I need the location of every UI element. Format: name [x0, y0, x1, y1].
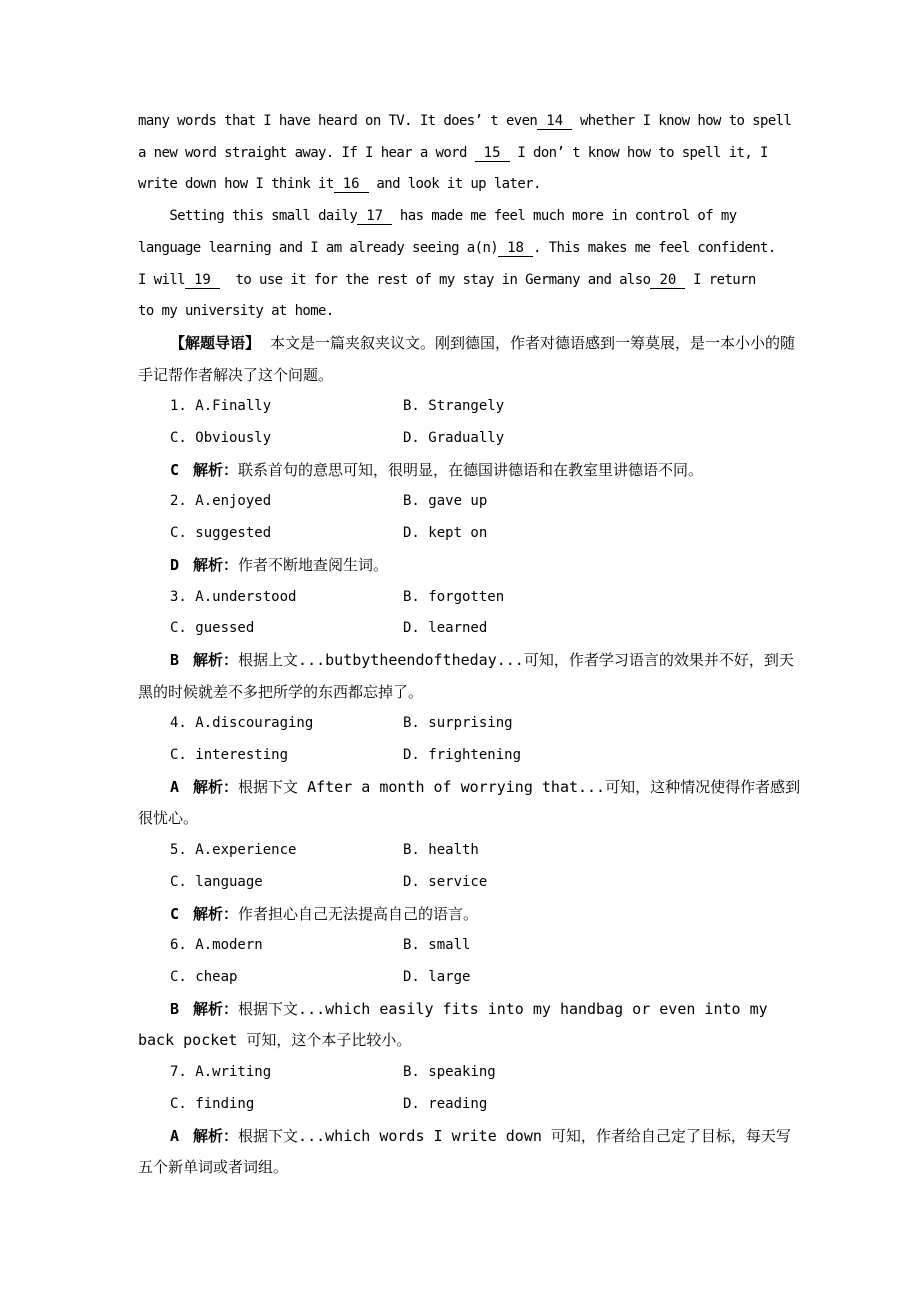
option-c: C. guessed: [170, 620, 255, 637]
passage-line: [138, 138, 802, 170]
question-1: [138, 391, 802, 486]
option-row: [170, 740, 802, 772]
passage-text: I will: [138, 271, 185, 288]
passage-text: and look it up later.: [368, 176, 541, 193]
option-c: C. cheap: [170, 968, 238, 985]
answer-letter: B: [170, 999, 180, 1018]
option-b: B. Strangely: [403, 398, 505, 415]
cloze-blank-15: 15: [475, 145, 510, 162]
cloze-blank-16: 16: [334, 176, 369, 193]
option-row: [170, 1089, 802, 1121]
option-d: D. reading: [403, 1095, 488, 1112]
analysis-paragraph: [138, 994, 802, 1057]
answer-letter: A: [170, 777, 180, 796]
analysis-paragraph: [138, 455, 802, 487]
answer-letter: C: [170, 460, 180, 479]
option-d: D. Gradually: [403, 430, 505, 447]
passage-line: [138, 169, 802, 201]
passage-text: to my university at home.: [138, 303, 334, 320]
analysis-label: 解析：: [193, 904, 239, 923]
analysis-paragraph: [138, 645, 802, 708]
analysis-paragraph: [138, 899, 802, 931]
option-b: B. small: [403, 937, 471, 954]
passage-text: whether I know how to spell: [572, 113, 792, 129]
option-row: [170, 613, 802, 645]
option-row: [170, 518, 802, 550]
option-a: 6. A.modern: [170, 937, 263, 954]
passage-text: language learning and I am already seeing a(n): [138, 239, 499, 256]
option-a: 3. A.understood: [170, 588, 297, 605]
analysis-text: 根据下文 After a month of worrying that...可知，这种情况使得作者感到很忧心。: [138, 777, 801, 828]
question-5: [138, 835, 802, 930]
cloze-passage: [138, 106, 802, 328]
option-b: B. gave up: [403, 493, 488, 510]
option-a: 5. A.experience: [170, 842, 297, 859]
passage-text: many words that I have heard on TV. It does’ t even: [138, 113, 538, 129]
option-b: B. surprising: [403, 715, 513, 732]
option-a: 2. A.enjoyed: [170, 493, 272, 510]
option-b: B. health: [403, 842, 479, 859]
cloze-blank-18: 18: [498, 240, 533, 257]
option-row: [170, 1057, 802, 1089]
analysis-text: 联系首句的意思可知，很明显，在德国讲德语和在教室里讲德语不同。: [238, 460, 704, 479]
analysis-label: 解析：: [193, 999, 239, 1018]
option-a: 1. A.Finally: [170, 398, 272, 415]
answer-letter: A: [170, 1126, 180, 1145]
option-row: [170, 391, 802, 423]
option-row: [170, 423, 802, 455]
analysis-label: 解析：: [193, 650, 239, 669]
question-7: [138, 1057, 802, 1184]
option-row: [170, 582, 802, 614]
passage-line: [138, 265, 802, 297]
option-c: C. suggested: [170, 525, 272, 542]
option-row: [170, 835, 802, 867]
cloze-blank-20: 20: [650, 272, 685, 289]
option-a: 7. A.writing: [170, 1064, 272, 1081]
passage-text: . This makes me feel confident.: [532, 239, 776, 256]
cloze-blank-14: 14: [537, 113, 572, 130]
analysis-text: 作者担心自己无法提高自己的语言。: [238, 904, 479, 923]
passage-line: [138, 106, 802, 138]
option-d: D. learned: [403, 620, 488, 637]
analysis-label: 解析：: [193, 1126, 239, 1145]
analysis-label: 解析：: [193, 555, 239, 574]
answer-letter: C: [170, 904, 180, 923]
passage-text: a new word straight away. If I hear a word: [138, 144, 475, 161]
analysis-label: 解析：: [193, 777, 239, 796]
question-6: [138, 930, 802, 1057]
analysis-text: 根据下文...which words I write down 可知，作者给自己定了目标，每天写五个新单词或者词组。: [138, 1126, 791, 1177]
guidance-text: 本文是一篇夹叙夹议文。刚到德国，作者对德语感到一筹莫展，是一本小小的随手记帮作者解决了这个问题。: [138, 333, 796, 384]
option-b: B. speaking: [403, 1064, 496, 1081]
option-d: D. kept on: [403, 525, 488, 542]
option-a: 4. A.discouraging: [170, 715, 314, 732]
passage-line: [138, 233, 802, 265]
question-4: [138, 708, 802, 835]
option-row: [170, 867, 802, 899]
analysis-paragraph: [138, 1121, 802, 1184]
cloze-blank-17: 17: [357, 208, 392, 225]
option-row: [170, 708, 802, 740]
option-row: [170, 962, 802, 994]
passage-text: to use it for the rest of my stay in Germany and also: [219, 271, 651, 288]
passage-text: I don’ t know how to spell it, I: [509, 144, 768, 161]
analysis-label: 解析：: [193, 460, 239, 479]
passage-line: [138, 201, 802, 233]
guidance-paragraph: [138, 328, 802, 391]
analysis-paragraph: [138, 772, 802, 835]
guidance-label: 【解题导语】: [170, 333, 261, 352]
answer-letter: B: [170, 650, 180, 669]
passage-text: has made me feel much more in control of my: [392, 208, 737, 225]
passage-line: [138, 296, 802, 328]
answer-letter: D: [170, 555, 180, 574]
option-row: [170, 930, 802, 962]
passage-text: write down how I think it: [138, 176, 334, 193]
analysis-text: 根据下文...which easily fits into my handbag or even into my back pocket 可知，这个本子比较小。: [138, 999, 777, 1050]
analysis-paragraph: [138, 550, 802, 582]
analysis-text: 根据上文...butbytheendoftheday...可知，作者学习语言的效果并不好，到天黑的时候就差不多把所学的东西都忘掉了。: [138, 650, 794, 701]
passage-text: Setting this small daily: [138, 208, 358, 225]
question-2: [138, 486, 802, 581]
option-c: C. finding: [170, 1095, 255, 1112]
option-c: C. interesting: [170, 747, 289, 764]
analysis-text: 作者不断地查阅生词。: [238, 555, 389, 574]
option-c: C. language: [170, 873, 263, 890]
option-c: C. Obviously: [170, 430, 272, 447]
option-row: [170, 486, 802, 518]
question-3: [138, 582, 802, 709]
passage-text: I return: [685, 271, 756, 288]
option-d: D. large: [403, 968, 471, 985]
option-b: B. forgotten: [403, 588, 505, 605]
cloze-blank-19: 19: [185, 272, 220, 289]
option-d: D. frightening: [403, 747, 522, 764]
option-d: D. service: [403, 873, 488, 890]
